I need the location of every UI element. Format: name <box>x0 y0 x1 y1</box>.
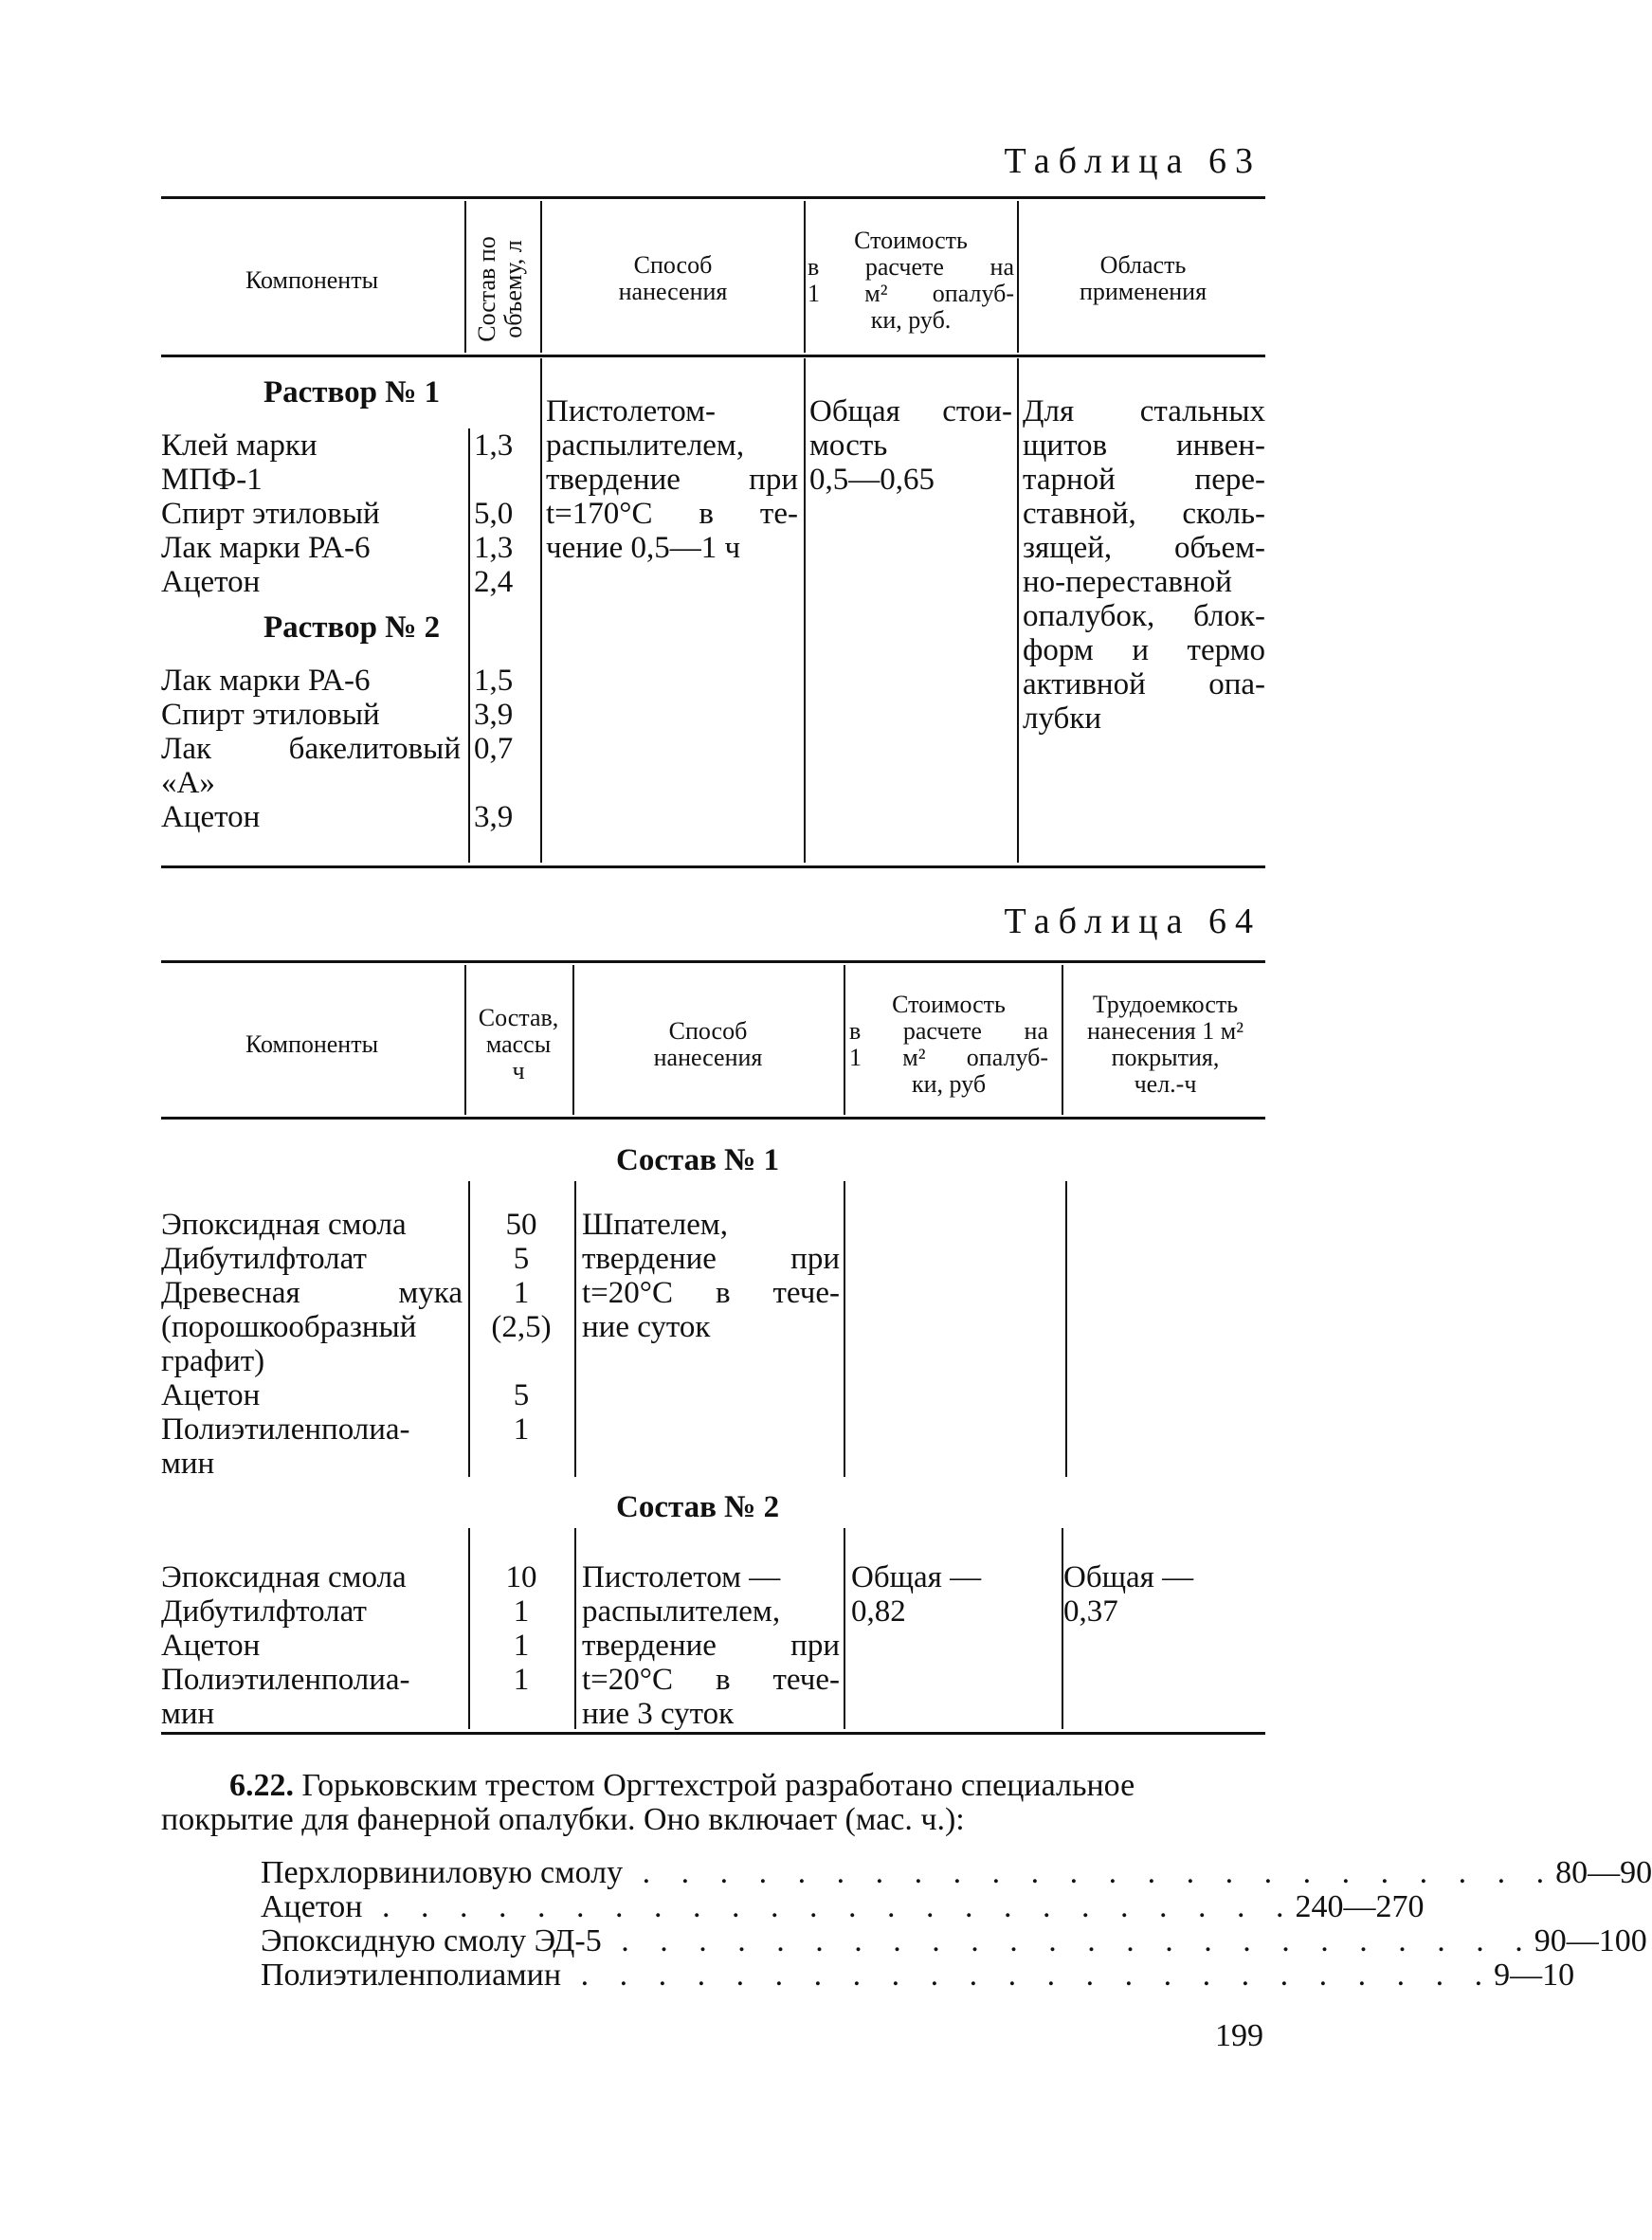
table-63-method-text <box>546 394 798 565</box>
header-line: Стоимость <box>854 227 968 254</box>
table-64-body-divider <box>1062 1528 1063 1729</box>
cell-value: 1 <box>513 1412 530 1447</box>
cell-value: 5,0 <box>474 497 514 531</box>
table-63-header-volume <box>474 216 529 362</box>
table-64-labor-group-2 <box>1063 1560 1264 1629</box>
table-64-body-divider <box>1065 1181 1067 1477</box>
table-64-cost-group-2 <box>851 1560 1058 1629</box>
table-64-header-mass <box>466 1005 571 1084</box>
list-item-value: 240—270 <box>1295 1889 1425 1924</box>
cell-line: Лак марки РА-6 <box>161 664 371 698</box>
table-63-group-title: Раствор № 2 <box>263 610 441 645</box>
cell-line: твердение при <box>582 1629 840 1663</box>
table-63-header-rule <box>161 355 1265 357</box>
cell-line: мин <box>161 1697 215 1731</box>
header-line: Область <box>1099 251 1187 279</box>
cell-line: Полиэтиленполиа- <box>161 1663 410 1697</box>
table-64-caption: Таблица 64 <box>1004 901 1262 941</box>
table-63-caption: Таблица 63 <box>1004 141 1262 181</box>
cell-line: щитов инвен- <box>1023 428 1265 463</box>
cell-line: Древесная мука <box>161 1276 463 1310</box>
cell-line: мин <box>161 1447 215 1481</box>
cell-line: 0,37 <box>1063 1594 1118 1629</box>
list-item-value: 9—10 <box>1494 1958 1575 1993</box>
table-63-cost-text <box>809 394 1012 497</box>
list-item-name: Эпоксидную смолу ЭД-5 <box>261 1923 602 1958</box>
cell-line: t=170°С в те- <box>546 497 798 531</box>
table-63-header-volume-line1: Состав по <box>473 236 500 342</box>
cell-value: 50 <box>505 1208 537 1242</box>
table-64-method-group-1 <box>582 1208 840 1344</box>
header-line: ч <box>512 1057 525 1084</box>
paragraph-line-2: покрытие для фанерной опалубки. Оно включает (мас. ч.): <box>161 1802 965 1837</box>
leader-dots: . . . . . . . . . . . . . . . . . . . . . . . . <box>362 1889 1296 1924</box>
table-63-area-text <box>1023 394 1265 736</box>
cell-line: ние суток <box>582 1310 711 1344</box>
list-item-value: 80—90 <box>1555 1855 1652 1890</box>
header-line: массы <box>485 1030 552 1058</box>
cell-line: (порошкообразный <box>161 1310 417 1344</box>
header-line: ки, руб <box>911 1070 987 1098</box>
cell-line: «А» <box>161 766 215 800</box>
list-item <box>261 1923 1647 1958</box>
cell-line: Общая стои- <box>809 394 1012 428</box>
table-63-group-title: Раствор № 1 <box>263 375 441 410</box>
table-63-names-group-1 <box>161 428 461 599</box>
table-64-header-cost <box>849 992 1048 1098</box>
paragraph-line-1 <box>161 1769 1265 1803</box>
table-63-header-divider-3 <box>804 201 806 353</box>
cell-line: Полиэтиленполиа- <box>161 1412 410 1447</box>
table-63-header-divider-2 <box>540 201 542 353</box>
cell-value: 5 <box>513 1242 530 1276</box>
header-line: ки, руб. <box>870 306 952 334</box>
list-item-value: 90—100 <box>1534 1923 1647 1958</box>
cell-line: Для стальных <box>1023 394 1265 428</box>
cell-line: Ацетон <box>161 1629 261 1663</box>
table-63-header-divider-4 <box>1017 201 1019 353</box>
header-line: 1 м² опалуб- <box>808 280 1014 307</box>
table-64-names-group-2 <box>161 1560 463 1731</box>
cell-value: 1 <box>513 1276 530 1310</box>
cell-line: Спирт этиловый <box>161 497 380 531</box>
table-64-header-components: Компоненты <box>245 1030 379 1058</box>
cell-line: Дибутилфтолат <box>161 1242 367 1276</box>
table-64-bottom-rule <box>161 1732 1265 1735</box>
cell-line: чение 0,5—1 ч <box>546 531 741 565</box>
cell-line: Дибутилфтолат <box>161 1594 367 1629</box>
table-64-group-title: Состав № 2 <box>616 1490 780 1524</box>
cell-value: 10 <box>505 1560 537 1594</box>
cell-value-spacer <box>470 1344 572 1378</box>
header-line: Стоимость <box>892 991 1006 1018</box>
table-64-names-group-1 <box>161 1208 463 1481</box>
cell-line: распылителем, <box>546 428 745 463</box>
table-64-values-group-1 <box>470 1208 572 1447</box>
cell-line: графит) <box>161 1344 265 1378</box>
cell-value: 1,3 <box>474 428 514 463</box>
cell-line: Общая — <box>851 1560 982 1594</box>
header-line: нанесения 1 м² <box>1087 1017 1244 1045</box>
cell-value: 1 <box>513 1663 530 1697</box>
list-item <box>261 1855 1652 1890</box>
table-63-header-method: Способ нанесения <box>618 251 728 305</box>
table-64-top-rule <box>161 960 1265 963</box>
cell-line: Клей марки <box>161 428 318 463</box>
cell-line: лубки <box>1023 701 1102 736</box>
list-item-name: Ацетон <box>261 1889 363 1924</box>
cell-line: ние 3 суток <box>582 1697 735 1731</box>
cell-value-spacer <box>474 766 536 800</box>
ingredient-list <box>261 1855 1652 1993</box>
leader-dots: . . . . . . . . . . . . . . . . . . . . . . . . <box>561 1958 1495 1993</box>
cell-line: Пистолетом- <box>546 394 717 428</box>
table-63-header-divider-1 <box>464 201 466 353</box>
cell-line: Эпоксидная смола <box>161 1560 407 1594</box>
cell-line: t=20°С в тече- <box>582 1276 840 1310</box>
leader-dots: . . . . . . . . . . . . . . . . . . . . . . . . <box>623 1855 1556 1890</box>
table-63-body-divider-4 <box>1017 358 1019 863</box>
table-64-method-group-2 <box>582 1560 840 1731</box>
table-63-values-group-1 <box>474 428 536 599</box>
header-line: в расчете на <box>849 1017 1048 1045</box>
cell-value: 3,9 <box>474 800 514 834</box>
cell-line: но-переставной <box>1023 565 1232 599</box>
cell-line: t=20°С в тече- <box>582 1663 840 1697</box>
cell-value-spacer <box>474 463 536 497</box>
header-line: нанесения <box>653 1044 763 1071</box>
header-line: покрытия, <box>1111 1044 1220 1071</box>
table-64-body-divider <box>574 1528 576 1729</box>
cell-line: опалубок, блок- <box>1023 599 1265 633</box>
cell-line: мость <box>809 428 888 463</box>
cell-value: 0,7 <box>474 732 514 766</box>
header-line: в расчете на <box>808 253 1014 281</box>
list-item-name: Полиэтиленполиамин <box>261 1958 562 1993</box>
list-item <box>261 1958 1575 1993</box>
cell-line: Пистолетом — <box>582 1560 781 1594</box>
table-63-body-divider-3 <box>804 358 806 863</box>
table-64-header-rule <box>161 1117 1265 1120</box>
page-number: 199 <box>1215 2018 1263 2053</box>
cell-line: распылителем, <box>582 1594 781 1629</box>
paragraph-6-22 <box>161 1769 1265 1837</box>
table-64-body-divider <box>844 1181 845 1477</box>
cell-line: Эпоксидная смола <box>161 1208 407 1242</box>
table-63-header-area <box>1021 252 1265 305</box>
cell-line: активной опа- <box>1023 667 1265 701</box>
table-63-body-divider-2 <box>540 358 542 863</box>
table-63-body-divider-1 <box>468 428 470 863</box>
table-64-body-divider <box>844 1528 845 1729</box>
cell-line: 0,82 <box>851 1594 906 1629</box>
table-63-header-components: Компоненты <box>245 266 379 294</box>
cell-line: 0,5—0,65 <box>809 463 935 497</box>
table-64-group-title: Состав № 1 <box>616 1143 780 1177</box>
cell-value: 1 <box>513 1594 530 1629</box>
cell-value: (2,5) <box>491 1310 552 1344</box>
list-item-name: Перхлорвиниловую смолу <box>261 1855 624 1890</box>
header-line: 1 м² опалуб- <box>849 1044 1048 1071</box>
cell-value: 1 <box>513 1629 530 1663</box>
table-63-values-group-2 <box>474 664 536 834</box>
cell-line: зящей, объем- <box>1023 531 1265 565</box>
table-64-header-labor <box>1065 992 1265 1098</box>
table-63-top-rule <box>161 196 1265 199</box>
table-63-header-volume-line2: объему, л <box>499 240 527 338</box>
cell-line: форм и термо <box>1023 633 1265 667</box>
cell-line: Общая — <box>1063 1560 1194 1594</box>
table-64-body-divider <box>574 1181 576 1477</box>
cell-value: 2,4 <box>474 565 514 599</box>
paragraph-text: Горьковским трестом Оргтехстрой разработано специальное <box>294 1768 1135 1803</box>
table-63-header-cost <box>808 228 1014 334</box>
leader-dots: . . . . . . . . . . . . . . . . . . . . . . . . <box>601 1923 1534 1958</box>
cell-value: 1,5 <box>474 664 514 698</box>
cell-line: твердение при <box>546 463 798 497</box>
cell-line: тарной пере- <box>1023 463 1265 497</box>
cell-line: твердение при <box>582 1242 840 1276</box>
cell-value: 5 <box>513 1378 530 1412</box>
cell-value: 1,3 <box>474 531 514 565</box>
cell-line: МПФ-1 <box>161 463 263 497</box>
header-line: Трудоемкость <box>1092 991 1239 1018</box>
cell-line: Лак бакелитовый <box>161 732 461 766</box>
table-64-header-method <box>574 1018 842 1071</box>
paragraph-number: 6.22. <box>229 1768 294 1803</box>
cell-line: Шпателем, <box>582 1208 729 1242</box>
list-item <box>261 1889 1425 1924</box>
cell-line: Спирт этиловый <box>161 698 380 732</box>
header-line: Способ <box>668 1017 748 1045</box>
header-line: чел.-ч <box>1134 1070 1197 1098</box>
table-63-names-group-2 <box>161 664 461 834</box>
cell-line: Ацетон <box>161 800 261 834</box>
cell-line: Ацетон <box>161 1378 261 1412</box>
cell-line: ставной, сколь- <box>1023 497 1265 531</box>
table-64-header-divider-4 <box>1062 965 1063 1115</box>
table-64-header-divider-3 <box>844 965 845 1115</box>
table-63-bottom-rule <box>161 865 1265 868</box>
header-line: применения <box>1079 278 1207 305</box>
cell-line: Лак марки РА-6 <box>161 531 371 565</box>
cell-line: Ацетон <box>161 565 261 599</box>
header-line: Состав, <box>478 1004 559 1031</box>
cell-value: 3,9 <box>474 698 514 732</box>
table-64-values-group-2 <box>470 1560 572 1697</box>
